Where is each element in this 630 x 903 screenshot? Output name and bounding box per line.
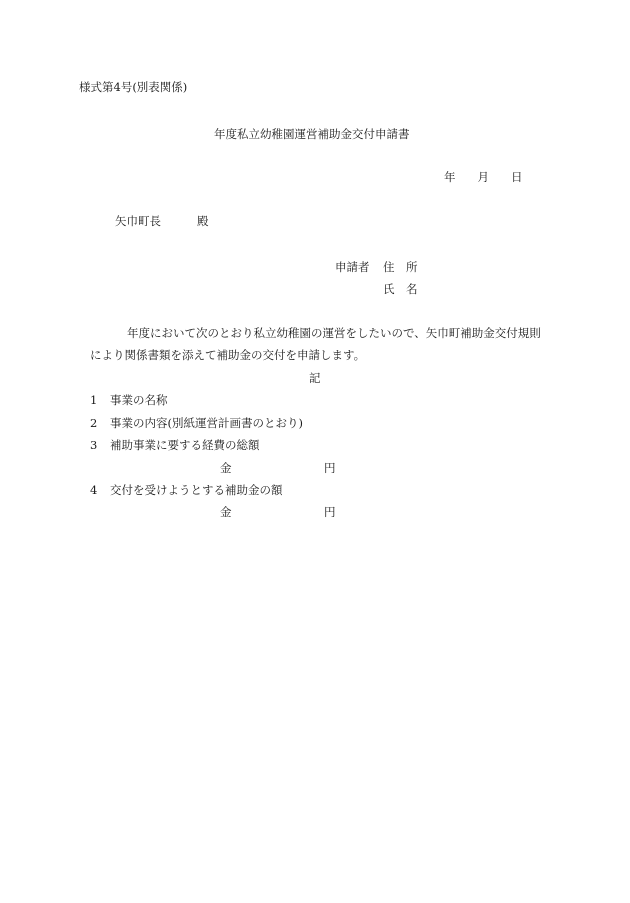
- list-item: [90, 418, 303, 430]
- list-item: [90, 485, 283, 497]
- year-label: 年: [444, 170, 456, 184]
- amount-kin-label: 金: [220, 505, 232, 519]
- item-number: 3: [90, 438, 98, 452]
- item-label: 交付を受けようとする補助金の額: [110, 483, 283, 497]
- amount-yen-label: 円: [324, 505, 336, 519]
- addressee-line: [115, 216, 209, 228]
- ki-heading: 記: [309, 371, 321, 385]
- form-number: 様式第4号(別表関係): [79, 80, 188, 94]
- body-text-line-1: 年度において次のとおり私立幼稚園の運営をしたいので、矢巾町補助金交付規則: [127, 326, 541, 340]
- document-title: 年度私立幼稚園運営補助金交付申請書: [214, 127, 410, 141]
- item-label: 補助事業に要する経費の総額: [110, 438, 260, 452]
- applicant-address-label: 住 所: [383, 260, 418, 274]
- list-item: [90, 440, 260, 452]
- list-item: [90, 395, 168, 407]
- day-label: 日: [511, 170, 523, 184]
- amount-yen-label: 円: [324, 461, 336, 475]
- addressee-name: 矢巾町長: [115, 214, 161, 228]
- month-label: 月: [477, 170, 489, 184]
- date-line: [444, 172, 523, 184]
- item-number: 2: [90, 416, 98, 430]
- item-label: 事業の名称: [110, 393, 168, 407]
- body-text-line-2: により関係書類を添えて補助金の交付を申請します。: [90, 348, 366, 362]
- amount-kin-label: 金: [220, 461, 232, 475]
- item-number: 1: [90, 393, 98, 407]
- addressee-honorific: 殿: [197, 214, 209, 228]
- item-number: 4: [90, 483, 98, 497]
- applicant-label: 申請者: [335, 260, 370, 274]
- applicant-name-label: 氏 名: [383, 282, 418, 296]
- item-label: 事業の内容(別紙運営計画書のとおり): [110, 416, 303, 430]
